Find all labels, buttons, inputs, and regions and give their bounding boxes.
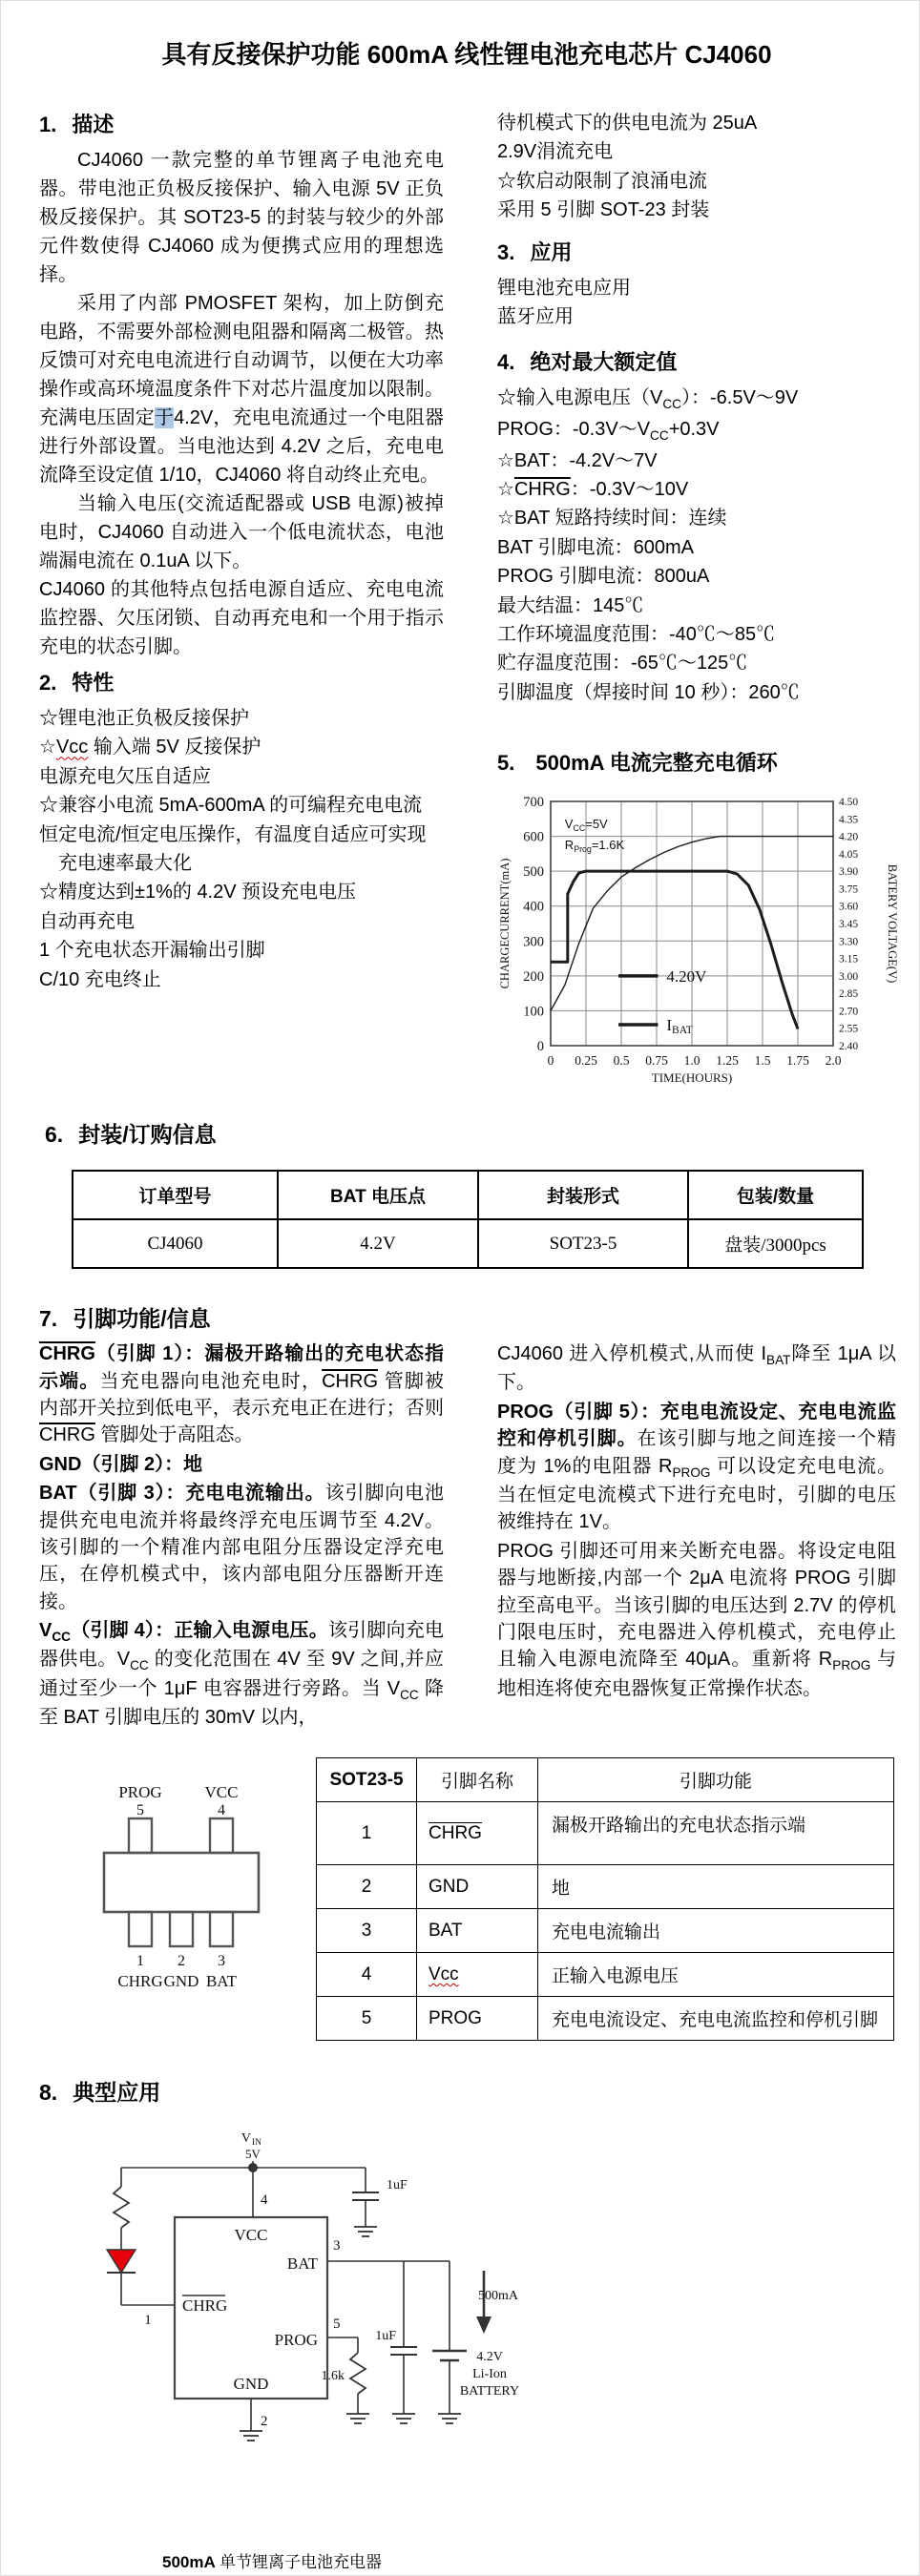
feature-item: 1 个充电状态开漏输出引脚 xyxy=(39,940,265,962)
feature-item: ☆Vcc 输入端 5V 反接保护 xyxy=(39,737,261,758)
section-number: 5. xyxy=(497,751,515,776)
features-list xyxy=(39,704,444,994)
svg-text:2.0: 2.0 xyxy=(825,1053,842,1069)
pin-number: 4 xyxy=(317,1953,417,1997)
pin4-number: 4 xyxy=(261,2192,268,2209)
feature-item: ☆锂电池正负极反接保护 xyxy=(39,708,249,729)
svg-text:300: 300 xyxy=(523,934,544,950)
section-1-heading xyxy=(39,109,444,138)
top-pin-5 xyxy=(129,1818,152,1853)
section-5-heading xyxy=(497,747,896,777)
pin3-label: BAT xyxy=(205,1972,238,1991)
description-paragraph: 当输入电压(交流适配器或 USB 电源)被掉电时，CJ4060 自动进入一个低电流状态，电池端漏电流在 0.1uA 以下。 xyxy=(39,493,444,571)
svg-text:4.20: 4.20 xyxy=(839,831,859,843)
rating-item: 最大结温：145℃ xyxy=(497,594,644,616)
pin-function-paragraph: CHRG（引脚 1）：漏极开路输出的充电状态指示端。当充电器向电池充电时，CHRG 管脚被内部开关拉到低电平，表示充电正在进行；否则 CHRG 管脚处于高阻态。 xyxy=(39,1343,445,1446)
package-body xyxy=(104,1853,259,1912)
pin-number: 3 xyxy=(317,1909,417,1953)
bat-pin-label: BAT xyxy=(286,2254,318,2274)
section-number: 8. xyxy=(39,2080,58,2106)
description-paragraph: 采用了内部 PMOSFET 架构，加上防倒充电路，不需要外部检测电阻器和隔离二极管。热反馈可对充电电流进行自动调节，以便在大功率操作或高环境温度条件下对芯片温度加以限制。充满电压固定于4.2V，充电电流通过一个电阻器进行外部设置。当电池达到 4.2V 之后，充电电流降至设定值 1/10，CJ4060 将自动终止充电。 xyxy=(39,293,445,486)
pin-diagram-wrap xyxy=(39,1757,316,2041)
column-header: SOT23-5 xyxy=(317,1758,417,1802)
svg-text:BATERY VOLTAGE(V): BATERY VOLTAGE(V) xyxy=(886,863,898,984)
pin-row-3 xyxy=(317,1909,894,1953)
svg-text:500: 500 xyxy=(523,864,544,881)
feature-item: C/10 充电终止 xyxy=(39,968,161,990)
svg-text:200: 200 xyxy=(523,969,544,986)
feature-item: 电源充电欠压自适应 xyxy=(39,765,211,787)
feature-item: 自动再充电 xyxy=(39,910,135,932)
svg-text:IBAT: IBAT xyxy=(666,1016,693,1037)
pin-function: 正输入电源电压 xyxy=(538,1953,894,1997)
pin-number: 5 xyxy=(317,1997,417,2041)
pin-function: 地 xyxy=(538,1865,894,1909)
column-header: 封装形式 xyxy=(478,1171,688,1219)
section-4-heading xyxy=(497,346,896,376)
current-label: 500mA xyxy=(478,2289,518,2304)
sot23-5-pin-diagram xyxy=(66,1780,290,2000)
absolute-maximum-ratings-list xyxy=(497,384,896,707)
feature-item: ☆兼容小电流 5mA-600mA 的可编程充电电流 xyxy=(39,795,423,817)
vin-label-sub: IN xyxy=(252,2138,262,2149)
svg-text:3.75: 3.75 xyxy=(839,883,859,896)
pin-name: CHRG xyxy=(417,1802,538,1865)
feature-item: 待机模式下的供电电流为 25uA xyxy=(497,113,758,134)
column-header: BAT 电压点 xyxy=(278,1171,478,1219)
circuit-caption: 500mA 单节锂离子电池充电器 xyxy=(162,2553,383,2572)
section-number: 4. xyxy=(497,350,515,375)
feature-item: 恒定电流/恒定电压操作，有温度自适应可实现充电速率最大化 xyxy=(39,823,427,874)
section-8-heading xyxy=(39,2075,894,2107)
page-title: 具有反接保护功能 600mA 线性锂电池充电芯片 CJ4060 xyxy=(161,40,772,69)
column-header: 引脚功能 xyxy=(538,1758,894,1802)
svg-text:4.35: 4.35 xyxy=(839,814,859,826)
pin-row-4 xyxy=(317,1953,894,1997)
left-column xyxy=(39,109,444,1092)
svg-text:2.70: 2.70 xyxy=(839,1006,859,1018)
applications-list xyxy=(497,274,896,332)
rating-item: ☆BAT 短路持续时间：连续 xyxy=(497,508,727,530)
column-header: 包装/数量 xyxy=(688,1171,863,1219)
rating-item: ☆输入电源电压$(V_{CC})$：-6.5V～9V xyxy=(497,387,799,412)
pin-name: BAT xyxy=(417,1909,538,1953)
bottom-pin-1 xyxy=(129,1912,152,1946)
vin-voltage-label: 5V xyxy=(245,2147,261,2162)
svg-text:4.05: 4.05 xyxy=(839,849,859,862)
svg-text:0: 0 xyxy=(536,1039,544,1055)
feature-item: 采用 5 引脚 SOT-23 封装 xyxy=(497,199,710,221)
svg-text:1.5: 1.5 xyxy=(754,1053,771,1069)
svg-text:0.5: 0.5 xyxy=(613,1053,630,1069)
section-number: 3. xyxy=(497,239,515,264)
pin-function-right xyxy=(497,1340,896,1733)
pin-number: 2 xyxy=(317,1865,417,1909)
prog-pin-label: PROG xyxy=(274,2331,318,2350)
chrg-pin-label: CHRG xyxy=(182,2296,228,2316)
rating-item: PROG 引脚电流：800uA xyxy=(497,566,710,588)
pin-row-2 xyxy=(317,1865,894,1909)
pin-description-table xyxy=(316,1757,894,2041)
bottom-pin-3 xyxy=(210,1912,233,1946)
charge-cycle-chart-wrap xyxy=(497,790,896,1092)
feature-item: ☆软启动限制了浪涌电流 xyxy=(497,170,707,192)
pin-function-paragraph: CJ4060 进入停机模式,从而使 $I_{BAT}$降至 1μA 以下。 xyxy=(497,1343,896,1394)
svg-text:400: 400 xyxy=(523,899,544,915)
svg-text:100: 100 xyxy=(523,1004,544,1020)
svg-text:3.30: 3.30 xyxy=(839,936,859,948)
pin-function-paragraph: $V_{CC}$（引脚 4）：正输入电源电压。该引脚向充电器供电。$V_{CC}$ 的变化范围在 4V 至 9V 之间,并应通过至少一个 1μF 电容器进行旁路。当 $V_{CC}$ 降至 BAT 引脚电压的 30mV 以内， xyxy=(39,1620,444,1728)
upper-columns xyxy=(39,109,898,1092)
features-continued-list xyxy=(497,109,896,225)
pin-row-5 xyxy=(317,1997,894,2041)
ground-symbol xyxy=(354,2227,377,2236)
capacitor2-label: 1uF xyxy=(375,2329,396,2344)
top-pin-4 xyxy=(210,1818,233,1853)
prog-resistor-label: 1.6k xyxy=(321,2369,345,2384)
svg-text:1.25: 1.25 xyxy=(716,1053,739,1069)
column-header: 订单型号 xyxy=(73,1171,278,1219)
pin-function: 漏极开路输出的充电状态指示端 xyxy=(538,1802,894,1865)
section-3-heading xyxy=(497,237,896,266)
led-resistor xyxy=(114,2187,129,2228)
charge-cycle-chart xyxy=(497,790,898,1088)
rating-item: ☆BAT：-4.2V～7V xyxy=(497,449,658,471)
section-number: 2. xyxy=(39,671,57,695)
section-label: 描述 xyxy=(72,113,115,136)
svg-text:700: 700 xyxy=(523,795,544,811)
package-type: SOT23-5 xyxy=(478,1219,688,1268)
svg-text:2.85: 2.85 xyxy=(839,988,859,1001)
pin1-number: 1 xyxy=(136,1953,144,1970)
svg-text:0.25: 0.25 xyxy=(575,1053,597,1069)
pin3-number: 3 xyxy=(218,1953,225,1970)
capacitor1-label: 1uF xyxy=(387,2178,408,2193)
pin-function-paragraph: PROG 引脚还可用来关断充电器。将设定电阻器与地断接,内部一个 2μA 电流将 PROG 引脚拉至高电平。当该引脚的电压达到 2.7V 的停机门限电压时，充电器进入停机模式，充电停止且输入电源电流降至 40μA。重新将 $R_{PROG}$ 与地相连将使充电器恢复正常操作状态。 xyxy=(497,1540,896,1699)
section-label: 引脚功能/信息 xyxy=(73,1306,211,1332)
bottom-pin-2 xyxy=(170,1912,193,1946)
led-diode xyxy=(107,2250,136,2273)
packing-quantity: 盘装/3000pcs xyxy=(688,1219,863,1268)
section-label: 特性 xyxy=(72,671,115,695)
ground-symbol xyxy=(346,2414,369,2423)
battery-label-voltage: 4.2V xyxy=(476,2350,503,2365)
pin4-number: 4 xyxy=(218,1802,225,1819)
feature-item: 2.9V涓流充电 xyxy=(497,141,614,163)
table-header-row xyxy=(317,1758,894,1802)
rating-item: BAT 引脚电流：600mA xyxy=(497,536,694,558)
ground-symbol xyxy=(240,2431,262,2441)
ordering-info-table xyxy=(72,1170,864,1269)
section-2-heading xyxy=(39,667,444,696)
svg-text:600: 600 xyxy=(523,829,544,845)
pin2-number: 2 xyxy=(178,1953,185,1970)
bat-voltage: 4.2V xyxy=(278,1219,478,1268)
battery-label-chemistry: Li-Ion xyxy=(472,2367,507,2382)
pin3-number: 3 xyxy=(333,2238,341,2254)
rating-item: 引脚温度（焊接时间 10 秒）：260℃ xyxy=(497,681,800,703)
svg-text:VCC=5V: $V_{CC}=5V$ xyxy=(564,817,608,834)
section-6-heading xyxy=(45,1117,894,1149)
svg-text:0.75: 0.75 xyxy=(645,1053,668,1069)
vin-label: V xyxy=(240,2131,251,2147)
pin2-label: GND xyxy=(163,1972,199,1991)
section-label: 封装/订购信息 xyxy=(78,1122,217,1148)
pin5-number: 5 xyxy=(333,2316,341,2333)
pin4-label: VCC xyxy=(204,1783,239,1802)
application-item: 蓝牙应用 xyxy=(497,305,574,327)
vcc-pin-label: VCC xyxy=(234,2226,268,2245)
section-7-heading xyxy=(39,1301,894,1333)
section-number: 6. xyxy=(45,1122,64,1148)
description-paragraph: CJ4060 的其他特点包括电源自适应、充电电流监控器、欠压闭锁、自动再充电和一个用于指示充电的状态引脚。 xyxy=(39,579,444,657)
prog-resistor xyxy=(350,2353,366,2394)
pin-function-paragraph: GND（引脚 2）：地 xyxy=(39,1453,203,1475)
feature-item: ☆精度达到±1%的 4.2V 预设充电电压 xyxy=(39,882,357,904)
pin5-number: 5 xyxy=(136,1802,144,1819)
pin-function: 充电电流输出 xyxy=(538,1909,894,1953)
table-row xyxy=(73,1219,863,1268)
svg-text:2.55: 2.55 xyxy=(839,1023,859,1035)
gnd-pin-label: GND xyxy=(233,2375,269,2394)
description-paragraph: CJ4060 一款完整的单节锂离子电池充电器。带电池正负极反接保护、输入电源 5V 正负极反接保护。其 SOT23-5 的封装与较少的外部元件数使得 CJ4060 成为便携式应用的理想选择。 xyxy=(39,150,444,285)
rating-item: 工作环境温度范围：-40℃～85℃ xyxy=(497,624,776,645)
typical-application-wrap xyxy=(72,2129,894,2572)
typical-application-circuit xyxy=(72,2129,520,2511)
application-item: 锂电池充电应用 xyxy=(497,277,631,299)
column-header: 引脚名称 xyxy=(417,1758,538,1802)
section-number: 7. xyxy=(39,1306,58,1332)
pin-function-paragraph: BAT（引脚 3）：充电电流输出。该引脚向电池提供充电电流并将最终浮充电压调节至 4.2V。该引脚的一个精准内部电阻分压器设定浮充电压，在停机模式中，该内部电阻分压器断开连接。 xyxy=(39,1483,444,1612)
rating-item: PROG：$-0.3V\sim V_{CC}+0.3V$ xyxy=(497,419,720,443)
pin-function: 充电电流设定、充电电流监控和停机引脚 xyxy=(538,1997,894,2041)
svg-text:RProg=1.6K: $R_{Prog}=1.6K$ xyxy=(564,838,625,855)
battery-label-name: BATTERY xyxy=(459,2384,520,2399)
rating-item: ☆CHRG：-0.3V～10V xyxy=(497,479,689,501)
section-label: 应用 xyxy=(530,239,573,264)
pin5-label: PROG xyxy=(118,1783,162,1802)
pin-row-1 xyxy=(317,1802,894,1865)
ground-symbol xyxy=(392,2414,415,2423)
current-arrow-head xyxy=(476,2316,491,2334)
svg-text:3.45: 3.45 xyxy=(839,919,859,931)
svg-text:3.00: 3.00 xyxy=(839,971,859,984)
svg-text:3.15: 3.15 xyxy=(839,953,859,966)
svg-text:3.60: 3.60 xyxy=(839,901,859,913)
section-number: 1. xyxy=(39,113,57,136)
svg-text:2.40: 2.40 xyxy=(839,1041,859,1053)
svg-text:TIME(HOURS): TIME(HOURS) xyxy=(651,1070,733,1086)
right-column xyxy=(497,109,896,1092)
pin-name: Vcc xyxy=(417,1953,538,1997)
pin2-number: 2 xyxy=(261,2414,268,2430)
pin-function-paragraph: PROG（引脚 5）：充电电流设定、充电电流监控和停机引脚。在该引脚与地之间连接一个精度为 1%的电阻器 $R_{PROG}$ 可以设定充电电流。当在恒定电流模式下进行充电时，引脚的电压被维持在 1V。 xyxy=(497,1401,897,1533)
svg-text:3.90: 3.90 xyxy=(839,866,859,879)
pin-function-left xyxy=(39,1340,444,1733)
svg-text:4.20V: 4.20V xyxy=(666,967,707,987)
svg-text:1.75: 1.75 xyxy=(786,1053,809,1069)
pin1-number: 1 xyxy=(144,2313,152,2329)
order-part-number: CJ4060 xyxy=(73,1219,278,1268)
pin-function-columns xyxy=(39,1340,897,1733)
pinout-row xyxy=(39,1757,894,2041)
section-label: 绝对最大额定值 xyxy=(530,350,678,375)
pin-name: PROG xyxy=(417,1997,538,2041)
section-label: 典型应用 xyxy=(73,2080,161,2106)
table-header-row xyxy=(73,1171,863,1219)
section-label: 500mA 电流完整充电循环 xyxy=(535,751,778,776)
rating-item: 贮存温度范围：-65℃～125℃ xyxy=(497,653,748,675)
pin-number: 1 xyxy=(317,1802,417,1865)
svg-text:0: 0 xyxy=(547,1053,554,1069)
svg-text:4.50: 4.50 xyxy=(839,797,859,809)
ground-symbol xyxy=(438,2414,461,2423)
pin1-label: CHRG xyxy=(117,1972,163,1991)
svg-text:1.0: 1.0 xyxy=(683,1053,700,1069)
svg-text:CHARGECURRENT(mA): CHARGECURRENT(mA) xyxy=(498,858,512,989)
pin-name: GND xyxy=(417,1865,538,1909)
